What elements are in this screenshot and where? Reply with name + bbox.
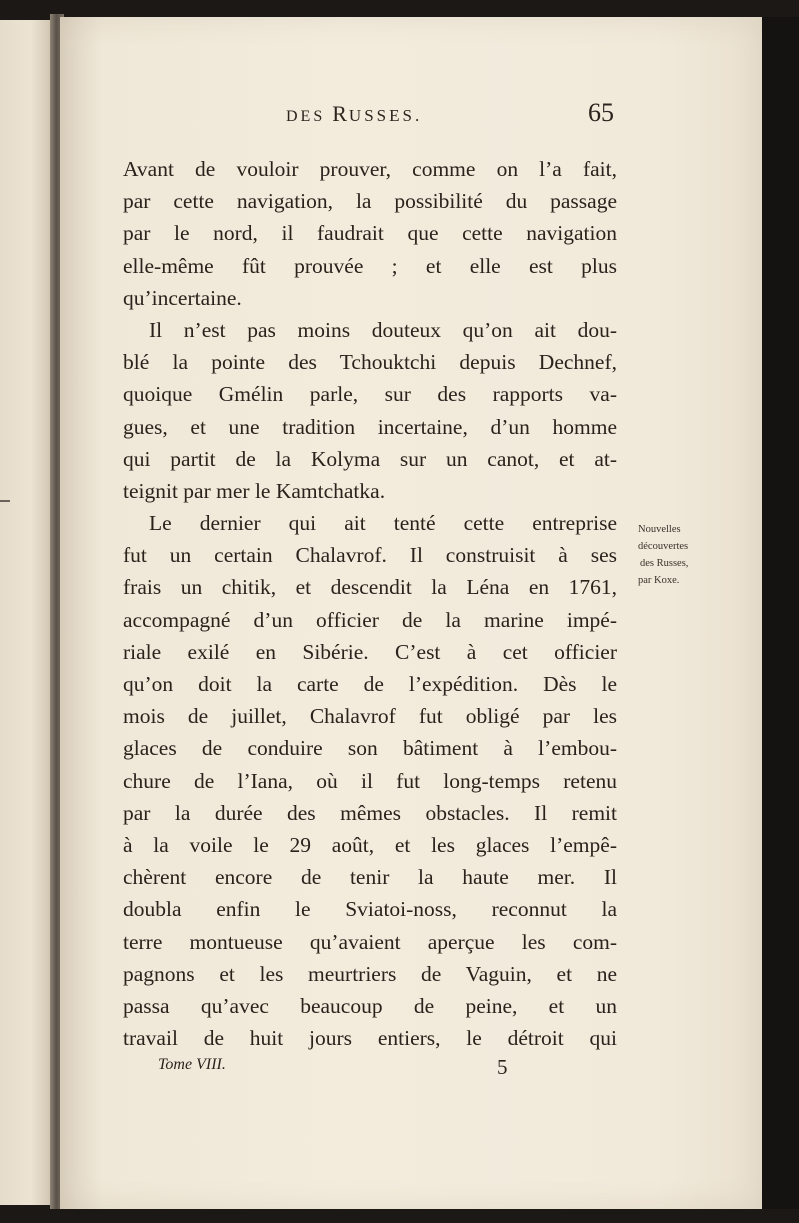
facing-page-mark — [0, 500, 10, 502]
text-line: par le nord, il faudrait que cette navigation — [123, 221, 617, 246]
text-line: quoique Gmélin parle, sur des rapports va- — [123, 382, 617, 407]
text-line: terre montueuse qu’avaient aperçue les com- — [123, 929, 617, 954]
text-line: mois de juillet, Chalavrof fut obligé par les — [123, 704, 617, 729]
text-line: blé la pointe des Tchouktchi depuis Dechnef, — [123, 350, 617, 375]
text-line: accompagné d’un officier de la marine impé- — [123, 607, 617, 632]
text-line: teignit par mer le Kamtchatka. — [123, 478, 386, 503]
text-line: qu’on doit la carte de l’expédition. Dès le — [123, 672, 617, 696]
margin-note-line: par Koxe. — [638, 575, 680, 586]
text-line: frais un chitik, et descendit la Léna en 1761, — [123, 575, 617, 600]
dark-background-edge — [762, 17, 799, 1209]
text-line: Le dernier qui ait tenté cette entreprise — [149, 511, 617, 536]
running-head: DES RUSSES. — [286, 101, 423, 126]
margin-note-line: des Russes, — [640, 558, 689, 569]
text-line: passa qu’avec beaucoup de peine, et un — [123, 993, 617, 1018]
body-text — [123, 153, 617, 1054]
margin-note-line: découvertes — [638, 541, 689, 552]
text-line: riale exilé en Sibérie. C’est à cet officier — [123, 639, 617, 664]
text-line: doubla enfin le Sviatoi-noss, reconnut la — [123, 897, 617, 922]
volume-signature: Tome VIII. — [158, 1056, 226, 1073]
page-number: 65 — [588, 98, 614, 127]
text-line: par cette navigation, la possibilité du passage — [123, 189, 617, 214]
gathering-signature: 5 — [497, 1055, 508, 1079]
text-line: elle-même fût prouvée ; et elle est plus — [123, 253, 617, 278]
margin-note — [632, 521, 712, 589]
text-line: par la durée des mêmes obstacles. Il remit — [123, 800, 617, 825]
text-line: glaces de conduire son bâtiment à l’embou- — [123, 736, 617, 761]
text-line: gues, et une tradition incertaine, d’un homme — [123, 414, 617, 439]
text-line: chèrent encore de tenir la haute mer. Il — [123, 865, 617, 890]
text-line: chure de l’Iana, où il fut long-temps retenu — [123, 768, 617, 793]
text-line: qui partit de la Kolyma sur un canot, et at- — [123, 446, 617, 471]
facing-page-edge — [0, 20, 56, 1205]
text-line: pagnons et les meurtriers de Vaguin, et ne — [123, 961, 617, 986]
text-line: Avant de vouloir prouver, comme on l’a fait, — [123, 157, 617, 181]
text-line: à la voile le 29 août, et les glaces l’empê- — [123, 832, 617, 857]
text-line: fut un certain Chalavrof. Il construisit à ses — [123, 543, 617, 568]
text-line: Il n’est pas moins douteux qu’on ait dou- — [149, 317, 617, 342]
margin-note-line: Nouvelles — [638, 524, 681, 535]
text-line: qu’incertaine. — [123, 285, 242, 310]
text-line: travail de huit jours entiers, le détroit qui — [123, 1026, 617, 1051]
